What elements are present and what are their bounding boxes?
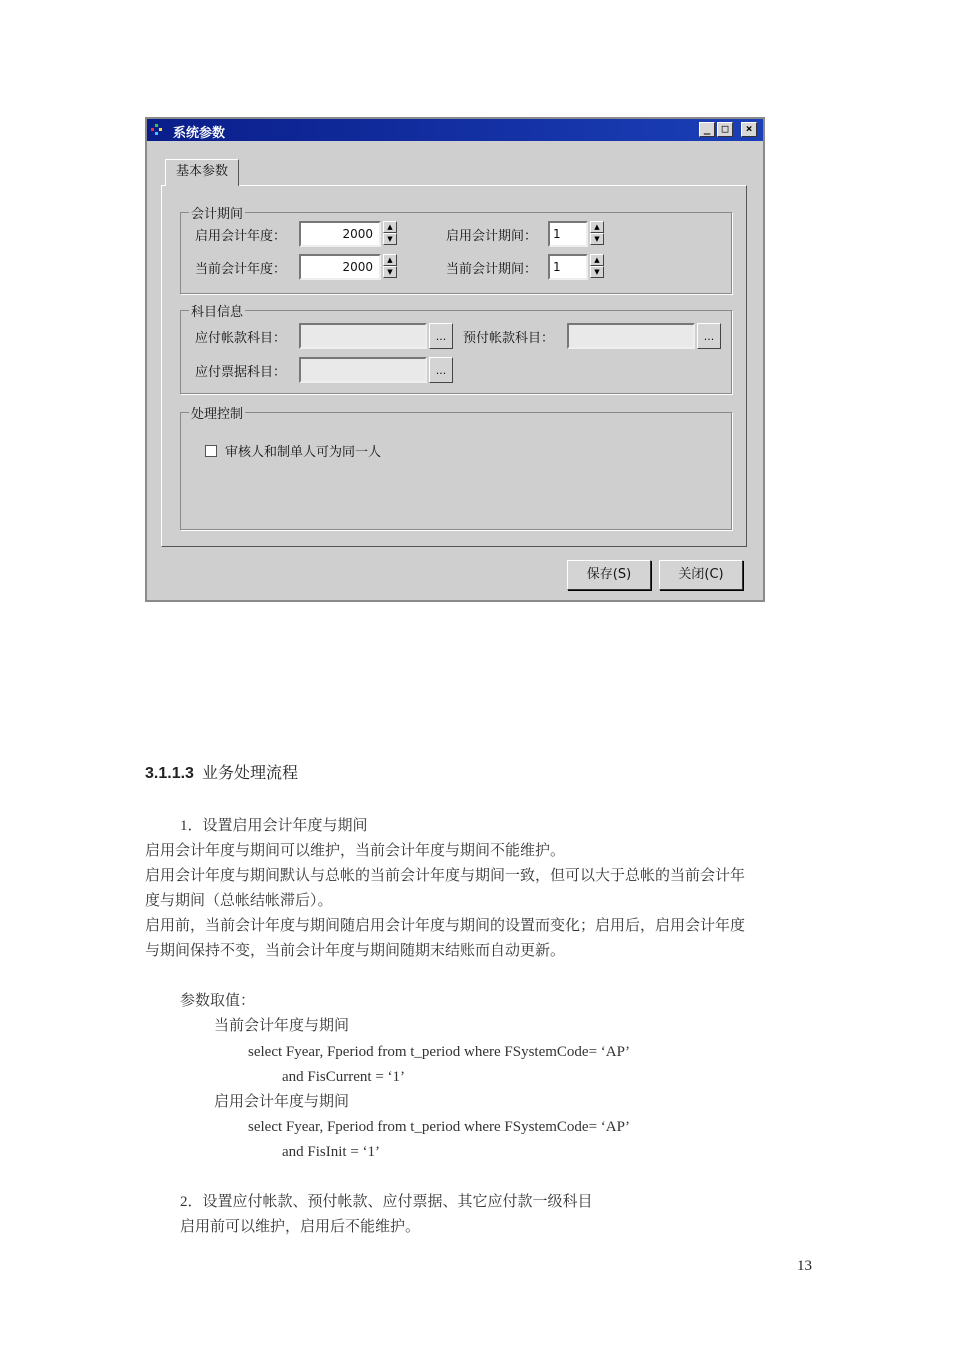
start-period-spinner[interactable]: [590, 221, 604, 247]
current-period-field[interactable]: 1: [548, 254, 588, 280]
start-period-label: 启用会计期间：: [446, 229, 538, 244]
step-1-title: 1．设置启用会计年度与期间: [180, 818, 368, 834]
spin-down-icon[interactable]: ▼: [590, 266, 604, 278]
current-year-label: 当前会计年度：: [195, 262, 287, 277]
paragraph-line: 与期间保持不变，当前会计年度与期间随期末结账而自动更新。: [145, 943, 566, 959]
system-parameters-dialog: [145, 117, 765, 602]
paragraph-line: 度与期间（总帐结帐滞后）。: [145, 893, 333, 909]
sql-line: and FisCurrent = ‘1’: [282, 1069, 406, 1085]
param-start-period-label: 启用会计年度与期间: [214, 1094, 350, 1110]
notes-browse-button[interactable]: ...: [429, 357, 453, 383]
paragraph-line: 启用前，当前会计年度与期间随启用会计年度与期间的设置而变化；启用后，启用会计年度: [145, 918, 746, 934]
close-button[interactable]: 关闭(C): [659, 560, 743, 590]
same-person-checkbox-label[interactable]: 审核人和制单人可为同一人: [225, 445, 382, 460]
spin-up-icon[interactable]: ▲: [590, 221, 604, 233]
process-control-group: [180, 407, 732, 530]
current-year-field[interactable]: 2000: [299, 254, 381, 280]
tab-basic-parameters[interactable]: 基本参数: [165, 159, 239, 186]
spin-down-icon[interactable]: ▼: [590, 233, 604, 245]
section-number: 3.1.1.3: [145, 765, 194, 782]
minimize-button[interactable]: _: [699, 122, 715, 137]
group-title-accounts: 科目信息: [189, 301, 245, 320]
group-title-period: 会计期间: [189, 203, 245, 222]
dialog-title: 系统参数: [173, 126, 226, 141]
paragraph-line: 启用前可以维护，启用后不能维护。: [180, 1219, 421, 1235]
paragraph-line: 启用会计年度与期间默认与总帐的当前会计年度与期间一致，但可以大于总帐的当前会计年: [145, 868, 746, 884]
spin-down-icon[interactable]: ▼: [383, 233, 397, 245]
sql-line: and FisInit = ‘1’: [282, 1144, 381, 1160]
spin-up-icon[interactable]: ▲: [383, 254, 397, 266]
prepaid-account-field[interactable]: [567, 323, 695, 349]
payable-account-label: 应付帐款科目：: [195, 331, 287, 346]
payable-browse-button[interactable]: ...: [429, 323, 453, 349]
prepaid-account-label: 预付帐款科目：: [463, 331, 555, 346]
accounting-period-group: [180, 207, 732, 294]
tab-panel: [161, 185, 747, 547]
step-2-title: 2．设置应付帐款、预付帐款、应付票据、其它应付款一级科目: [180, 1194, 593, 1210]
spin-up-icon[interactable]: ▲: [383, 221, 397, 233]
start-year-label: 启用会计年度：: [195, 229, 287, 244]
spin-up-icon[interactable]: ▲: [590, 254, 604, 266]
section-title: 业务处理流程: [201, 763, 298, 782]
start-year-field[interactable]: 2000: [299, 221, 381, 247]
account-info-group: [180, 305, 732, 394]
dialog-titlebar[interactable]: [147, 119, 763, 141]
payable-account-field[interactable]: [299, 323, 427, 349]
param-current-period-label: 当前会计年度与期间: [214, 1018, 350, 1034]
prepaid-browse-button[interactable]: ...: [697, 323, 721, 349]
current-period-label: 当前会计期间：: [446, 262, 538, 277]
close-window-button[interactable]: ×: [741, 122, 757, 137]
start-year-spinner[interactable]: [383, 221, 397, 247]
app-icon: [151, 124, 167, 136]
current-year-spinner[interactable]: [383, 254, 397, 280]
notes-payable-field[interactable]: [299, 357, 427, 383]
current-period-spinner[interactable]: [590, 254, 604, 280]
param-values-label: 参数取值：: [180, 993, 256, 1009]
notes-payable-label: 应付票据科目：: [195, 365, 287, 380]
group-title-control: 处理控制: [189, 403, 245, 422]
maximize-button[interactable]: □: [717, 122, 733, 137]
start-period-field[interactable]: 1: [548, 221, 588, 247]
sql-line: select Fyear, Fperiod from t_period where FSystemCode= ‘AP’: [248, 1044, 630, 1060]
same-person-checkbox[interactable]: [205, 445, 217, 457]
section-heading: [145, 760, 298, 783]
spin-down-icon[interactable]: ▼: [383, 266, 397, 278]
paragraph-line: 启用会计年度与期间可以维护，当前会计年度与期间不能维护。: [145, 843, 566, 859]
page-number: 13: [797, 1258, 812, 1274]
save-button[interactable]: 保存(S): [567, 560, 651, 590]
sql-line: select Fyear, Fperiod from t_period where FSystemCode= ‘AP’: [248, 1119, 630, 1135]
